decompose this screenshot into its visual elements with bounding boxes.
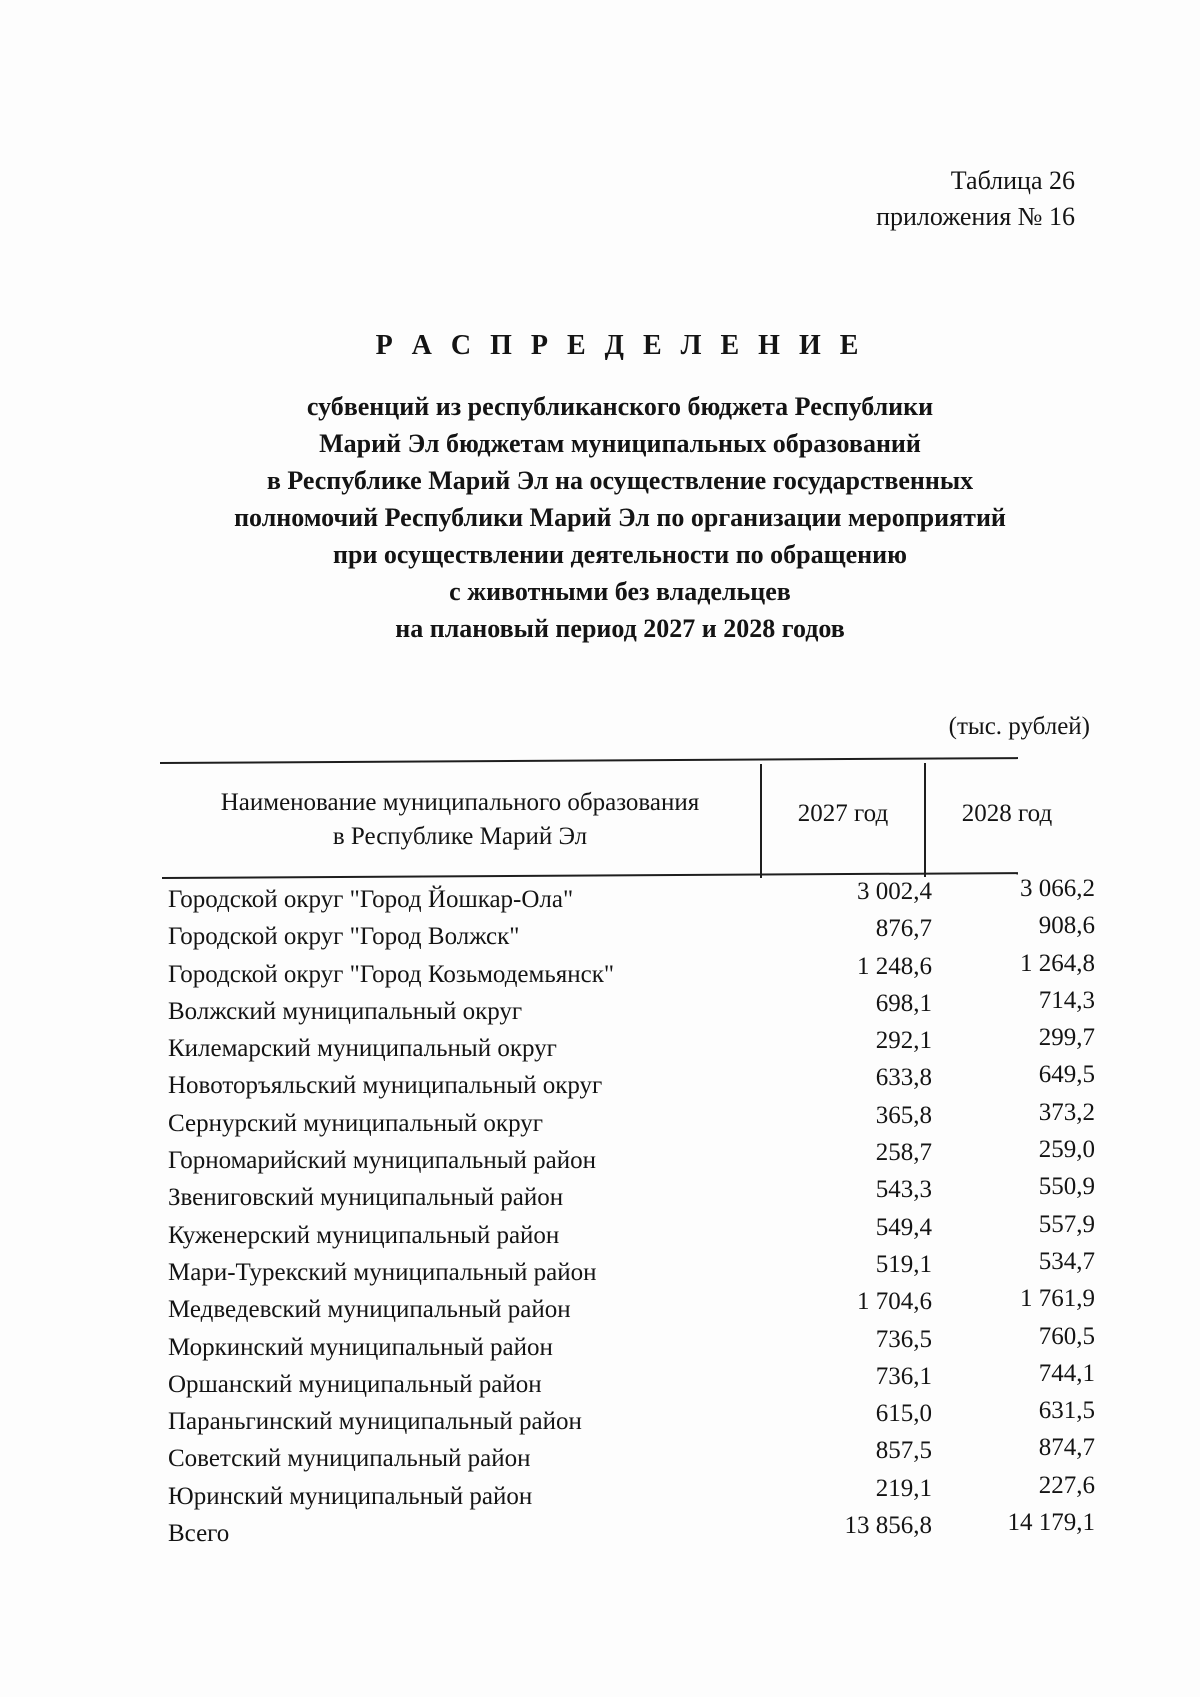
municipality-name: Килемарский муниципальный округ bbox=[168, 1035, 557, 1063]
value-2028: 1 761,9 bbox=[1020, 1285, 1095, 1313]
value-2027: 698,1 bbox=[875, 989, 932, 1017]
municipality-name: Юринский муниципальный район bbox=[168, 1482, 533, 1510]
value-2028: 534,7 bbox=[1038, 1247, 1095, 1275]
value-2028: 874,7 bbox=[1038, 1434, 1095, 1462]
value-2027: 543,3 bbox=[875, 1176, 932, 1204]
table-row bbox=[0, 1397, 1200, 1437]
header-name-line-1: Наименование муниципального образования bbox=[220, 789, 700, 816]
table-row bbox=[0, 1024, 1200, 1064]
municipality-name: Городской округ "Город Волжск" bbox=[168, 923, 520, 951]
municipality-name: Советский муниципальный район bbox=[168, 1445, 531, 1473]
value-2027: 857,5 bbox=[875, 1437, 932, 1465]
municipality-name: Новоторъяльский муниципальный округ bbox=[168, 1072, 603, 1100]
subtitle-line: на плановый период 2027 и 2028 годов bbox=[395, 614, 845, 643]
table-row bbox=[0, 949, 1200, 990]
value-2028: 259,0 bbox=[1038, 1136, 1095, 1164]
header-2028: 2028 год bbox=[961, 800, 1053, 827]
appendix-number: приложения № 16 bbox=[876, 202, 1075, 231]
table-row bbox=[0, 1285, 1200, 1325]
value-2027: 258,7 bbox=[875, 1139, 932, 1167]
value-2028: 649,5 bbox=[1038, 1061, 1095, 1089]
subtitle-line: при осуществлении деятельности по обращению bbox=[333, 540, 907, 569]
value-2027: 615,0 bbox=[875, 1400, 932, 1428]
value-2028: 744,1 bbox=[1038, 1359, 1095, 1387]
table-row bbox=[0, 1173, 1200, 1213]
table-row bbox=[0, 912, 1200, 952]
value-2028: 557,9 bbox=[1038, 1210, 1095, 1238]
table-row bbox=[0, 1098, 1200, 1139]
table-number: Таблица 26 bbox=[950, 166, 1075, 195]
subtitle-line: в Республике Марий Эл на осуществление государственных bbox=[266, 466, 974, 495]
value-2027: 292,1 bbox=[875, 1027, 932, 1055]
value-2027: 1 248,6 bbox=[857, 952, 932, 980]
table-row bbox=[0, 1509, 1200, 1549]
table-reference bbox=[876, 163, 1075, 235]
value-2027: 3 002,4 bbox=[857, 878, 932, 905]
value-2027: 365,8 bbox=[875, 1101, 932, 1129]
header-2027: 2027 год bbox=[797, 800, 889, 827]
value-2027: 876,7 bbox=[875, 915, 932, 943]
municipality-name: Моркинский муниципальный район bbox=[168, 1333, 553, 1361]
table-row bbox=[0, 1136, 1200, 1176]
municipality-name: Куженерский муниципальный район bbox=[168, 1221, 560, 1249]
value-2028: 227,6 bbox=[1038, 1471, 1095, 1499]
municipality-name: Городской округ "Город Козьмодемьянск" bbox=[168, 960, 615, 988]
header-municipality-name bbox=[165, 786, 755, 854]
municipality-name: Горномарийский муниципальный район bbox=[168, 1147, 596, 1175]
value-2027: 519,1 bbox=[875, 1250, 932, 1278]
table-column-divider-2 bbox=[924, 763, 926, 877]
value-2028: 1 264,8 bbox=[1020, 949, 1095, 977]
value-2027: 13 856,8 bbox=[844, 1512, 932, 1540]
table-top-border bbox=[160, 757, 1018, 764]
value-2027: 633,8 bbox=[875, 1064, 932, 1092]
value-2028: 908,6 bbox=[1038, 912, 1095, 940]
table-body bbox=[0, 875, 1200, 1549]
value-2028: 299,7 bbox=[1038, 1024, 1095, 1052]
table-row bbox=[0, 1359, 1200, 1400]
table-row bbox=[0, 875, 1200, 915]
municipality-name: Городской округ "Город Йошкар-Ола" bbox=[168, 886, 574, 913]
value-2028: 14 179,1 bbox=[1007, 1509, 1095, 1537]
subtitle-line: с животными без владельцев bbox=[449, 577, 791, 606]
value-2027: 549,4 bbox=[875, 1213, 932, 1241]
table-row bbox=[0, 1210, 1200, 1251]
value-2027: 736,1 bbox=[875, 1362, 932, 1390]
table-row bbox=[0, 1322, 1200, 1363]
municipality-name: Звениговский муниципальный район bbox=[168, 1184, 564, 1212]
municipality-name: Медведевский муниципальный район bbox=[168, 1296, 571, 1324]
value-2028: 373,2 bbox=[1038, 1098, 1095, 1126]
subtitle-line: полномочий Республики Марий Эл по организации мероприятий bbox=[234, 503, 1006, 532]
value-2027: 736,5 bbox=[875, 1325, 932, 1353]
subtitle-line: Марий Эл бюджетам муниципальных образований bbox=[319, 429, 921, 458]
value-2028: 760,5 bbox=[1038, 1322, 1095, 1350]
table-row bbox=[0, 1434, 1200, 1474]
table-row bbox=[0, 1061, 1200, 1101]
subtitle-line: субвенций из республиканского бюджета Республики bbox=[306, 392, 934, 421]
value-2027: 219,1 bbox=[875, 1474, 932, 1502]
municipality-name: Всего bbox=[168, 1520, 230, 1548]
value-2028: 714,3 bbox=[1038, 986, 1095, 1014]
municipality-name: Волжский муниципальный округ bbox=[168, 997, 523, 1025]
document-subtitle bbox=[180, 388, 1060, 647]
table-row bbox=[0, 1247, 1200, 1288]
value-2028: 3 066,2 bbox=[1020, 875, 1095, 902]
municipality-name: Мари-Турекский муниципальный район bbox=[168, 1258, 597, 1286]
header-name-line-2: в Республике Марий Эл bbox=[332, 823, 588, 850]
table-column-divider-1 bbox=[760, 764, 762, 878]
value-2027: 1 704,6 bbox=[857, 1288, 932, 1316]
value-2028: 631,5 bbox=[1038, 1397, 1095, 1425]
table-row bbox=[0, 1471, 1200, 1512]
municipality-name: Оршанский муниципальный район bbox=[168, 1370, 542, 1398]
municipality-name: Сернурский муниципальный округ bbox=[168, 1109, 543, 1137]
municipality-name: Параньгинский муниципальный район bbox=[168, 1408, 582, 1436]
document-title: Р А С П Р Е Д Е Л Е Н И Е bbox=[375, 330, 865, 361]
units-label: (тыс. рублей) bbox=[948, 713, 1090, 740]
table-row bbox=[0, 986, 1200, 1027]
value-2028: 550,9 bbox=[1038, 1173, 1095, 1201]
